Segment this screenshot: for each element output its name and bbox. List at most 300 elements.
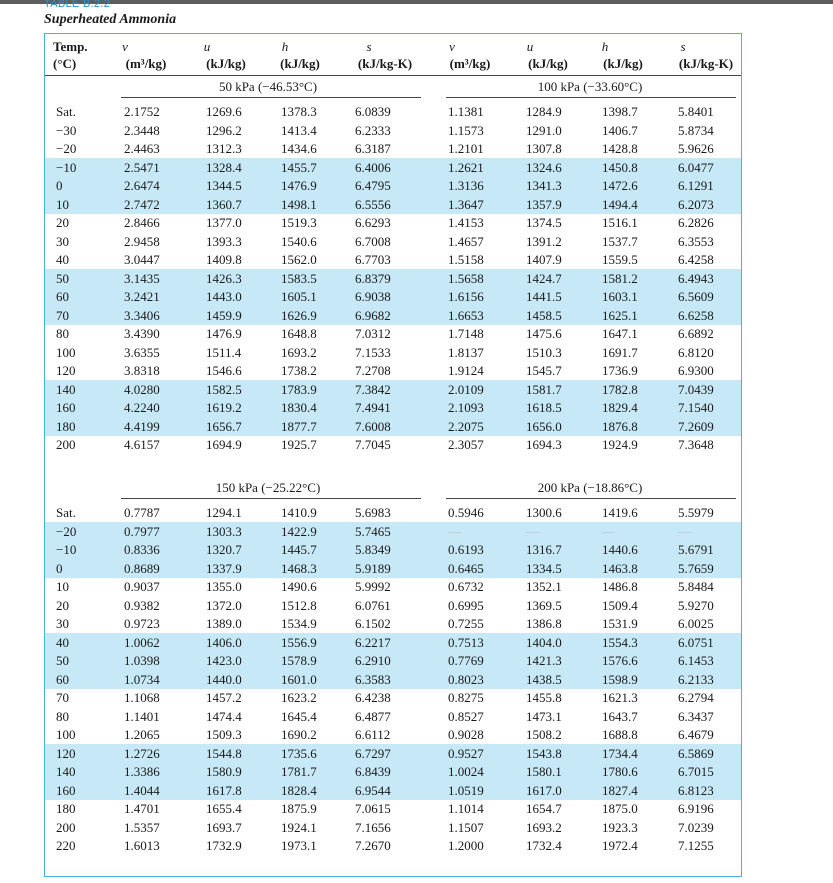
table-row <box>0 344 833 362</box>
cell-v1: 1.3386 <box>124 764 160 779</box>
temp-cell: 100 <box>56 344 76 360</box>
cell-v1: 4.4199 <box>124 418 160 434</box>
cell-h1: 1445.7 <box>281 542 317 557</box>
table-row <box>0 578 833 596</box>
cell-v1: 3.8318 <box>124 363 160 378</box>
cell-u2: 1341.3 <box>526 178 562 193</box>
cell-v1: 4.0280 <box>124 381 160 397</box>
temp-cell: 120 <box>56 745 76 761</box>
cell-u2: 1508.2 <box>526 727 562 742</box>
cell-u2: 1404.0 <box>526 634 562 650</box>
cell-u2: 1510.3 <box>526 344 562 360</box>
cell-s1: 6.4006 <box>355 159 391 175</box>
temp-cell: −10 <box>56 159 77 175</box>
cell-u1: 1328.4 <box>206 159 242 175</box>
cell-v1: 0.7787 <box>124 505 160 520</box>
temp-cell: 30 <box>56 616 69 631</box>
table-row <box>0 233 833 251</box>
cell-u2: 1580.1 <box>526 764 562 779</box>
cell-s2: 6.4679 <box>678 727 714 742</box>
cell-v1: 3.2421 <box>124 289 160 304</box>
pressure-heading-50kpa: 50 kPa (−46.53°C) <box>218 79 318 94</box>
cell-s2: 5.9626 <box>678 141 714 156</box>
cell-h1: 1781.7 <box>281 764 317 779</box>
cell-h1: 1875.9 <box>281 801 317 816</box>
cell-h2: 1734.4 <box>602 745 638 761</box>
cell-s2: 6.0025 <box>678 616 714 631</box>
cell-s2: 6.0751 <box>678 634 714 650</box>
cell-v2: 2.0109 <box>448 381 484 397</box>
cell-s2: 6.6258 <box>678 307 714 323</box>
temp-cell: 70 <box>56 690 69 705</box>
cell-v2: 0.7513 <box>448 634 484 650</box>
cell-s1: 6.4877 <box>355 708 391 724</box>
h-unit-left: (kJ/kg) <box>280 56 320 71</box>
cell-h1: 1783.9 <box>281 381 317 397</box>
table-row <box>0 689 833 707</box>
cell-s2: 6.4258 <box>678 252 714 267</box>
cell-v2: 1.4153 <box>448 215 484 230</box>
u-header-left: u <box>203 39 211 54</box>
table-row <box>0 819 833 837</box>
cell-h1: 1519.3 <box>281 215 317 230</box>
cell-u2: 1618.5 <box>526 400 562 415</box>
cell-u1: 1312.3 <box>206 141 242 156</box>
cell-u2: 1693.2 <box>526 819 562 835</box>
cell-h2: 1829.4 <box>602 400 638 415</box>
cell-u1: 1546.6 <box>206 363 242 378</box>
temp-cell: −10 <box>56 542 77 557</box>
cell-h1: 1455.7 <box>281 159 317 175</box>
cell-u1: 1360.7 <box>206 196 242 212</box>
cell-h2: 1516.1 <box>602 215 638 230</box>
cell-s1: 6.7297 <box>355 745 391 761</box>
cell-h1: 1498.1 <box>281 196 317 212</box>
cell-v2: 0.8275 <box>448 690 484 705</box>
cell-h2: 1603.1 <box>602 289 638 304</box>
cell-v2: 1.6156 <box>448 289 484 304</box>
cell-v2: 1.2101 <box>448 141 484 156</box>
cell-u1: 1406.0 <box>206 634 242 650</box>
cell-h1: 1735.6 <box>281 745 317 761</box>
cell-s2: 6.5869 <box>678 745 714 761</box>
temp-cell: 30 <box>56 233 69 249</box>
cell-s2: 5.8401 <box>678 104 714 119</box>
u-unit-left: (kJ/kg) <box>206 56 246 71</box>
cell-u2: 1656.0 <box>526 418 562 434</box>
cell-s1: 5.6983 <box>355 505 391 520</box>
cell-v2: 2.3057 <box>448 437 484 452</box>
cell-h1: 1378.3 <box>281 104 317 119</box>
cell-h1: 1410.9 <box>281 505 317 520</box>
cell-s2: 7.0239 <box>678 819 714 835</box>
cell-v2: 0.7769 <box>448 653 484 668</box>
cell-u2: 1291.0 <box>526 122 562 138</box>
s-unit-right: (kJ/kg-K) <box>678 56 734 71</box>
cell-s1: 6.0839 <box>355 104 391 119</box>
cell-v1: 1.1401 <box>124 708 160 724</box>
temp-cell: 180 <box>56 801 76 816</box>
table-row <box>0 196 833 214</box>
cell-u1: 1617.8 <box>206 782 242 798</box>
cell-u2: 1654.7 <box>526 801 562 816</box>
cell-u2: 1694.3 <box>526 437 562 452</box>
cell-v2: 1.0519 <box>448 782 484 798</box>
cell-s2: 6.1453 <box>678 653 714 668</box>
cell-s2: 7.3648 <box>678 437 714 452</box>
cell-h2: 1598.9 <box>602 671 638 687</box>
cell-s1: 5.7465 <box>355 523 391 539</box>
cell-s1: 5.8349 <box>355 542 391 557</box>
cell-v1: 2.8466 <box>124 215 160 230</box>
v-unit-right: (m³/kg) <box>449 56 491 71</box>
cell-s1: 6.5556 <box>355 196 391 212</box>
temp-unit-header: (°C) <box>53 56 77 71</box>
temp-cell: 10 <box>56 579 69 594</box>
cell-h2: 1691.7 <box>602 344 638 360</box>
temp-cell: 20 <box>56 215 69 230</box>
table-row <box>0 103 833 121</box>
s-header-right: s <box>680 39 686 54</box>
u-unit-right: (kJ/kg) <box>528 56 568 71</box>
header-rule <box>45 75 741 76</box>
cell-h1: 1690.2 <box>281 727 317 742</box>
cell-s1: 7.2670 <box>355 838 391 853</box>
cell-h2: 1972.4 <box>602 838 638 853</box>
cell-h2: 1736.9 <box>602 363 638 378</box>
cell-h1: 1626.9 <box>281 307 317 323</box>
cell-u1: 1474.4 <box>206 708 242 724</box>
cell-u2: 1357.9 <box>526 196 562 212</box>
temp-header: Temp. <box>53 39 88 54</box>
table-row <box>0 362 833 380</box>
cell-h1: 1605.1 <box>281 289 317 304</box>
cell-v2: 0.8527 <box>448 708 484 724</box>
table-row <box>0 652 833 670</box>
cell-s1: 6.2333 <box>355 122 391 138</box>
cell-v2: 1.1573 <box>448 122 484 138</box>
cell-s1: 6.6112 <box>355 727 391 742</box>
cell-u1: 1443.0 <box>206 289 242 304</box>
cell-u1: 1372.0 <box>206 597 242 613</box>
cell-u1: 1476.9 <box>206 326 242 341</box>
table-row <box>0 122 833 140</box>
temp-cell: 220 <box>56 838 76 853</box>
cell-h2: 1625.1 <box>602 307 638 323</box>
pressure-heading-100kpa: 100 kPa (−33.60°C) <box>537 79 643 94</box>
cell-h2: 1428.8 <box>602 141 638 156</box>
cell-s1: 6.3583 <box>355 671 391 687</box>
table-row <box>0 418 833 436</box>
cell-s1: 6.2217 <box>355 634 391 650</box>
cell-u1: 1337.9 <box>206 560 242 576</box>
cell-s1: 7.0312 <box>355 326 391 341</box>
cell-h1: 1973.1 <box>281 838 317 853</box>
cell-s1: 6.9682 <box>355 307 391 323</box>
cell-u1: 1459.9 <box>206 307 242 323</box>
cell-v1: 3.1435 <box>124 270 160 286</box>
temp-cell: 140 <box>56 381 76 397</box>
cell-h2: 1559.5 <box>602 252 638 267</box>
cell-h1: 1645.4 <box>281 708 317 724</box>
cell-u1: 1409.8 <box>206 252 242 267</box>
temp-cell: 60 <box>56 671 69 687</box>
cell-h1: 1556.9 <box>281 634 317 650</box>
cell-s2: 6.8123 <box>678 782 714 798</box>
cell-h1: 1648.8 <box>281 326 317 341</box>
cell-u1: 1582.5 <box>206 381 242 397</box>
cell-h2: 1537.7 <box>602 233 638 249</box>
temp-cell: 160 <box>56 782 76 798</box>
cell-s1: 7.6008 <box>355 418 391 434</box>
cell-u2: 1438.5 <box>526 671 562 687</box>
cell-h1: 1925.7 <box>281 437 317 452</box>
u-header-right: u <box>526 39 534 54</box>
cell-u1: 1423.0 <box>206 653 242 668</box>
temp-cell: −30 <box>56 122 77 138</box>
cell-s1: 6.1502 <box>355 616 391 631</box>
cell-s2: 6.2826 <box>678 215 714 230</box>
cell-h2: 1509.4 <box>602 597 638 613</box>
cell-u1: 1355.0 <box>206 579 242 594</box>
table-row <box>0 837 833 855</box>
cell-s1: 6.8379 <box>355 270 391 286</box>
cell-s1: 6.4795 <box>355 178 391 193</box>
cell-v1: 2.7472 <box>124 196 160 212</box>
pressure-rule-left <box>121 97 421 98</box>
cell-v1: 0.9723 <box>124 616 160 631</box>
cell-h2: 1924.9 <box>602 437 638 452</box>
temp-cell: 140 <box>56 764 76 779</box>
table-row <box>0 381 833 399</box>
cell-h2: 1398.7 <box>602 104 638 119</box>
cell-v2: 0.5946 <box>448 505 484 520</box>
cell-s1: 7.2708 <box>355 363 391 378</box>
cell-u2: 1386.8 <box>526 616 562 631</box>
cell-h1: 1583.5 <box>281 270 317 286</box>
cell-v1: 1.4701 <box>124 801 160 816</box>
cell-u2: 1545.7 <box>526 363 562 378</box>
cell-h1: 1476.9 <box>281 178 317 193</box>
cell-h2: 1876.8 <box>602 418 638 434</box>
pressure-rule-right <box>446 97 736 98</box>
cell-s2: 7.1540 <box>678 400 714 415</box>
cell-v1: 1.6013 <box>124 838 160 853</box>
table-row <box>0 615 833 633</box>
table-row <box>0 597 833 615</box>
cell-u1: 1303.3 <box>206 523 242 539</box>
cell-u2: 1407.9 <box>526 252 562 267</box>
cell-v1: 2.4463 <box>124 141 160 156</box>
cell-u2: 1424.7 <box>526 270 562 286</box>
s-header-left: s <box>366 39 372 54</box>
cell-v2: 0.7255 <box>448 616 484 631</box>
cell-v1: 1.1068 <box>124 690 160 705</box>
cell-h2: 1581.2 <box>602 270 638 286</box>
cell-h2: 1440.6 <box>602 542 638 557</box>
cell-s1: 6.9544 <box>355 782 391 798</box>
cell-h2: 1472.6 <box>602 178 638 193</box>
temp-cell: 180 <box>56 418 76 434</box>
table-row <box>0 763 833 781</box>
table-number: TABLE B.2.2 <box>44 0 111 9</box>
cell-s2: 6.9300 <box>678 363 714 378</box>
cell-v2: 1.1381 <box>448 104 484 119</box>
cell-h1: 1877.7 <box>281 418 317 434</box>
cell-s1: 6.2910 <box>355 653 391 668</box>
cell-u2: 1473.1 <box>526 708 562 724</box>
cell-h1: 1434.6 <box>281 141 317 156</box>
cell-s1: 7.0615 <box>355 801 391 816</box>
cell-v2: 0.9028 <box>448 727 484 742</box>
cell-v1: 3.4390 <box>124 326 160 341</box>
cell-u2: 1458.5 <box>526 307 562 323</box>
cell-v1: 1.0062 <box>124 634 160 650</box>
cell-s2: 6.2794 <box>678 690 714 705</box>
cell-u2: 1284.9 <box>526 104 562 119</box>
table-row <box>0 523 833 541</box>
cell-v2: 2.2075 <box>448 418 484 434</box>
cell-s1: 7.3842 <box>355 381 391 397</box>
table-title: Superheated Ammonia <box>44 12 177 27</box>
cell-h1: 1468.3 <box>281 560 317 576</box>
cell-s2: 5.6791 <box>678 542 714 557</box>
cell-s1: 6.9038 <box>355 289 391 304</box>
cell-u2: 1732.4 <box>526 838 562 853</box>
temp-cell: 160 <box>56 400 76 415</box>
table-row <box>0 140 833 158</box>
cell-s2: 6.8120 <box>678 344 714 360</box>
cell-v1: 3.0447 <box>124 252 160 267</box>
cell-u1: 1393.3 <box>206 233 242 249</box>
cell-v2: 1.5658 <box>448 270 484 286</box>
table-row <box>0 270 833 288</box>
table-row <box>0 541 833 559</box>
table-row <box>0 782 833 800</box>
cell-u1: 1440.0 <box>206 671 242 687</box>
cell-v1: 2.5471 <box>124 159 160 175</box>
temp-cell: 200 <box>56 437 76 452</box>
table-row <box>0 634 833 652</box>
cell-s2: 5.7659 <box>678 560 714 576</box>
cell-s1: 7.7045 <box>355 437 391 452</box>
cell-s2: 6.5609 <box>678 289 714 304</box>
cell-v1: 2.3448 <box>124 122 160 138</box>
cell-h1: 1693.2 <box>281 344 317 360</box>
cell-h2: 1494.4 <box>602 196 638 212</box>
cell-u1: 1457.2 <box>206 690 242 705</box>
temp-cell: 50 <box>56 270 69 286</box>
cell-u2: 1441.5 <box>526 289 562 304</box>
temp-cell: 200 <box>56 819 76 835</box>
table-row <box>0 307 833 325</box>
table-row <box>0 325 833 343</box>
temp-cell: 70 <box>56 307 69 323</box>
cell-s1: 6.7703 <box>355 252 391 267</box>
cell-h1: 1601.0 <box>281 671 317 687</box>
cell-s2: — <box>678 523 691 539</box>
temp-cell: 20 <box>56 597 69 613</box>
cell-h2: 1576.6 <box>602 653 638 668</box>
cell-s2: 6.9196 <box>678 801 714 816</box>
cell-s2: 5.8734 <box>678 122 714 138</box>
cell-s2: 7.1255 <box>678 838 714 853</box>
table-row <box>0 288 833 306</box>
cell-v2: 1.1014 <box>448 801 484 816</box>
temp-cell: 40 <box>56 634 69 650</box>
temp-cell: 80 <box>56 326 69 341</box>
cell-v1: 0.9037 <box>124 579 160 594</box>
cell-s2: 6.3437 <box>678 708 714 724</box>
cell-u2: 1617.0 <box>526 782 562 798</box>
table-row <box>0 214 833 232</box>
temp-cell: 50 <box>56 653 69 668</box>
cell-v1: 3.6355 <box>124 344 160 360</box>
temp-cell: Sat. <box>56 505 76 520</box>
table-row <box>0 504 833 522</box>
cell-u1: 1693.7 <box>206 819 242 835</box>
cell-v2: 0.6193 <box>448 542 484 557</box>
table-row <box>0 399 833 417</box>
cell-v2: 1.0024 <box>448 764 484 779</box>
cell-v1: 2.6474 <box>124 178 160 193</box>
cell-v2: — <box>448 523 461 539</box>
cell-s1: 7.1656 <box>355 819 391 835</box>
cell-s2: 6.2133 <box>678 671 714 687</box>
cell-h2: 1621.3 <box>602 690 638 705</box>
h-header-left: h <box>281 39 289 54</box>
cell-h2: 1450.8 <box>602 159 638 175</box>
cell-h2: 1531.9 <box>602 616 638 631</box>
cell-u1: 1320.7 <box>206 542 242 557</box>
cell-s1: 7.4941 <box>355 400 391 415</box>
pressure-heading-200kpa: 200 kPa (−18.86°C) <box>537 480 643 495</box>
cell-v1: 2.1752 <box>124 104 160 119</box>
temp-cell: −20 <box>56 141 77 156</box>
h-header-right: h <box>601 39 609 54</box>
cell-h2: — <box>602 523 615 539</box>
cell-u2: 1475.6 <box>526 326 562 341</box>
cell-v2: 1.2000 <box>448 838 484 853</box>
temp-cell: 80 <box>56 708 69 724</box>
temp-cell: 0 <box>56 560 63 576</box>
cell-h2: 1780.6 <box>602 764 638 779</box>
cell-u2: 1391.2 <box>526 233 562 249</box>
cell-h1: 1623.2 <box>281 690 317 705</box>
cell-u1: 1619.2 <box>206 400 242 415</box>
cell-h1: 1512.8 <box>281 597 317 613</box>
cell-h2: 1643.7 <box>602 708 638 724</box>
cell-u2: 1455.8 <box>526 690 562 705</box>
temp-cell: 40 <box>56 252 69 267</box>
cell-h2: 1463.8 <box>602 560 638 576</box>
cell-h1: 1534.9 <box>281 616 317 631</box>
cell-v2: 1.3647 <box>448 196 484 212</box>
table-row <box>0 436 833 454</box>
cell-v2: 2.1093 <box>448 400 484 415</box>
cell-u1: 1426.3 <box>206 270 242 286</box>
cell-s1: 6.0761 <box>355 597 391 613</box>
cell-u1: 1694.9 <box>206 437 242 452</box>
cell-s1: 6.7008 <box>355 233 391 249</box>
cell-v2: 0.9527 <box>448 745 484 761</box>
table-row <box>0 177 833 195</box>
h-unit-right: (kJ/kg) <box>603 56 643 71</box>
cell-u2: 1369.5 <box>526 597 562 613</box>
v-header-left: v <box>122 39 128 54</box>
cell-u1: 1580.9 <box>206 764 242 779</box>
cell-u1: 1544.8 <box>206 745 242 761</box>
